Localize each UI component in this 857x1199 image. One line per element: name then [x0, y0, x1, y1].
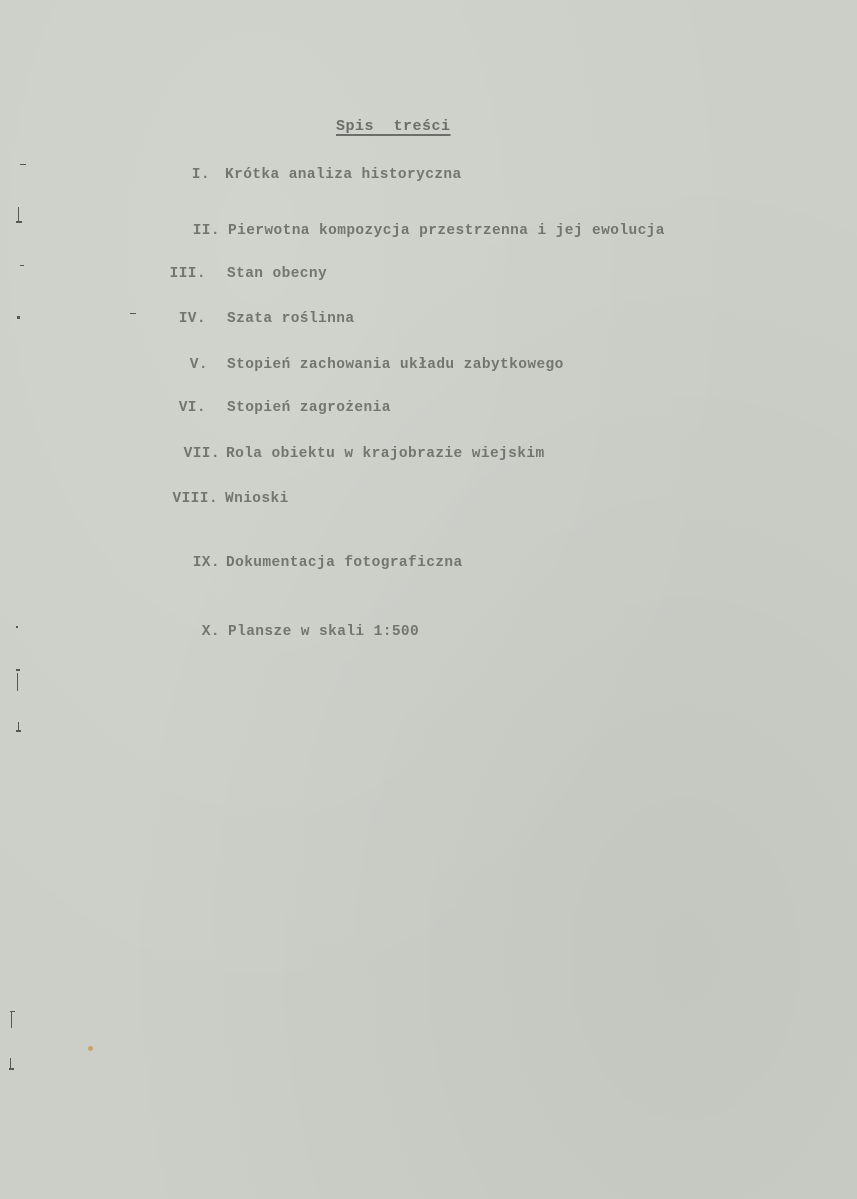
toc-label: Stopień zagrożenia: [227, 400, 391, 416]
toc-item: [0, 311, 857, 331]
toc-number: VII.: [183, 446, 220, 462]
toc-label: Szata roślinna: [227, 311, 355, 327]
toc-label: Rola obiektu w krajobrazie wiejskim: [226, 446, 545, 462]
toc-label: Krótka analiza historyczna: [225, 167, 462, 183]
toc-number: IV.: [178, 311, 206, 327]
margin-mark: [18, 207, 19, 221]
margin-mark: [16, 669, 20, 671]
toc-item: [0, 223, 857, 243]
paper-stain: [88, 1046, 93, 1051]
toc-item: [0, 400, 857, 420]
margin-mark: [9, 1068, 14, 1070]
margin-mark: [10, 1058, 11, 1068]
toc-label: Plansze w skali 1:500: [228, 624, 420, 640]
margin-mark: [17, 316, 20, 319]
toc-number: III.: [169, 266, 206, 282]
toc-number: X.: [201, 624, 220, 640]
toc-number: IX.: [192, 555, 220, 571]
toc-item: [0, 167, 857, 187]
toc-label: Dokumentacja fotograficzna: [226, 555, 463, 571]
toc-item: [0, 624, 857, 644]
toc-number: VIII.: [172, 491, 218, 507]
toc-number: V.: [189, 357, 208, 373]
margin-mark: [20, 265, 24, 266]
margin-mark: [130, 313, 136, 314]
toc-label: Stopień zachowania układu zabytkowego: [227, 357, 564, 373]
margin-mark: [18, 722, 19, 731]
toc-item: [0, 357, 857, 377]
margin-mark: [17, 673, 18, 691]
toc-item: [0, 555, 857, 575]
document-title: Spis treści: [336, 118, 451, 135]
margin-mark: [16, 626, 18, 628]
toc-item: [0, 491, 857, 511]
toc-number: II.: [192, 223, 220, 239]
toc-item: [0, 266, 857, 286]
toc-label: Stan obecny: [227, 266, 328, 282]
margin-mark: [16, 221, 22, 223]
toc-number: VI.: [178, 400, 206, 416]
toc-label: Wnioski: [225, 491, 289, 507]
margin-mark: [11, 1012, 12, 1028]
toc-number: I.: [191, 167, 210, 183]
margin-mark: [20, 164, 26, 165]
toc-item: [0, 446, 857, 466]
toc-label: Pierwotna kompozycja przestrzenna i jej ewolucja: [228, 223, 665, 239]
